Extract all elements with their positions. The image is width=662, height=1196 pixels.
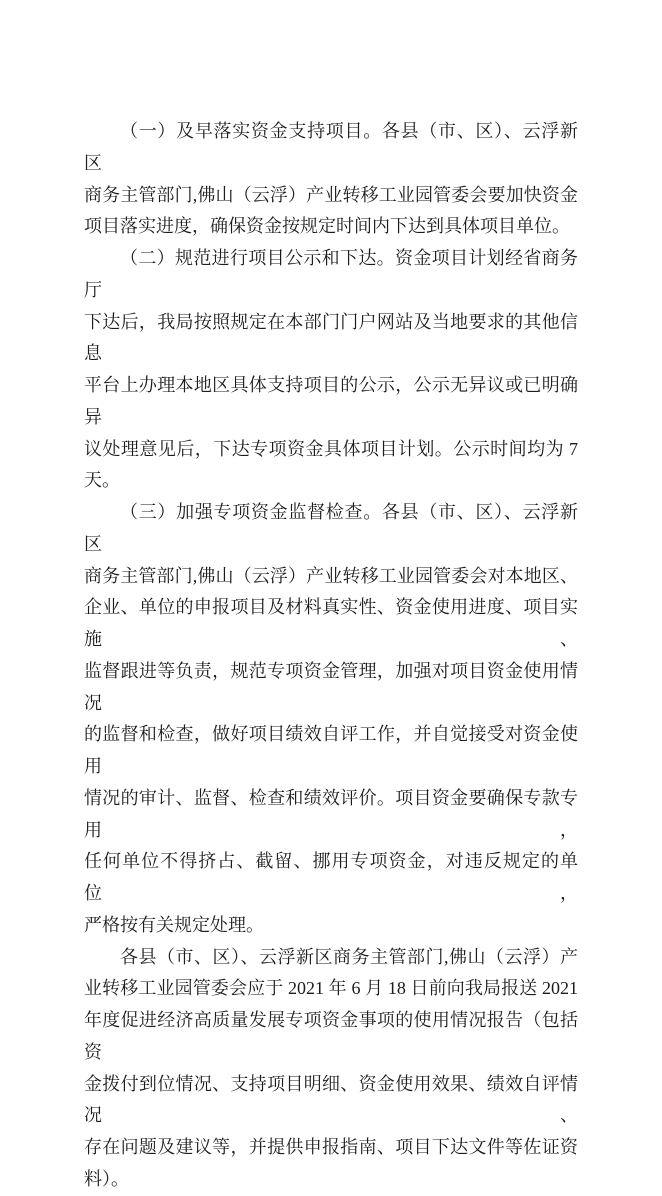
text-line: （一）及早落实资金支持项目。各县（市、区）、云浮新区: [84, 121, 578, 173]
paragraph-3: [84, 497, 578, 942]
document-body: [84, 116, 578, 1196]
text-line: 业转移工业园管委会应于 2021 年 6 月 18 日前向我局报送 2021: [84, 978, 578, 999]
text-line: 严格按有关规定处理。: [84, 914, 264, 935]
text-line: 各县（市、区）、云浮新区商务主管部门,佛山（云浮）产: [120, 946, 578, 967]
text-line: 存在问题及建议等，并提供申报指南、项目下达文件等佐证资: [84, 1137, 578, 1157]
text-line: 任何单位不得挤占、截留、挪用专项资金，对违反规定的单位，: [84, 851, 578, 903]
paragraph-1: [84, 116, 578, 243]
text-line: 商务主管部门,佛山（云浮）产业转移工业园管委会要加快资金: [84, 184, 578, 205]
text-line: （二）规范进行项目公示和下达。资金项目计划经省商务厅: [84, 248, 578, 300]
text-line: 项目落实进度，确保资金按规定时间内下达到具体项目单位。: [84, 216, 570, 237]
text-line: 年度促进经济高质量发展专项资金事项的使用情况报告（包括资: [84, 1010, 578, 1062]
paragraph-2: [84, 243, 578, 497]
text-line: 企业、单位的申报项目及材料真实性、资金使用进度、项目实施、: [84, 597, 578, 649]
text-line: 的监督和检查，做好项目绩效自评工作，并自觉接受对资金使用: [84, 724, 578, 776]
text-line: 料）。: [84, 1168, 129, 1189]
paragraph-4: [84, 942, 578, 1196]
text-line: 下达后，我局按照规定在本部门门户网站及当地要求的其他信息: [84, 311, 578, 364]
text-line: 议处理意见后，下达专项资金具体项目计划。公示时间均为 7 天。: [84, 438, 578, 491]
text-line: 商务主管部门,佛山（云浮）产业转移工业园管委会对本地区、: [84, 565, 578, 586]
text-line: 情况的审计、监督、检查和绩效评价。项目资金要确保专款专用，: [84, 787, 578, 840]
text-line: （三）加强专项资金监督检查。各县（市、区）、云浮新区: [84, 502, 578, 554]
text-line: 金拨付到位情况、支持项目明细、资金使用效果、绩效自评情况、: [84, 1073, 578, 1126]
text-line: 平台上办理本地区具体支持项目的公示，公示无异议或已明确异: [84, 375, 578, 427]
text-line: 监督跟进等负责，规范专项资金管理，加强对项目资金使用情况: [84, 660, 578, 713]
